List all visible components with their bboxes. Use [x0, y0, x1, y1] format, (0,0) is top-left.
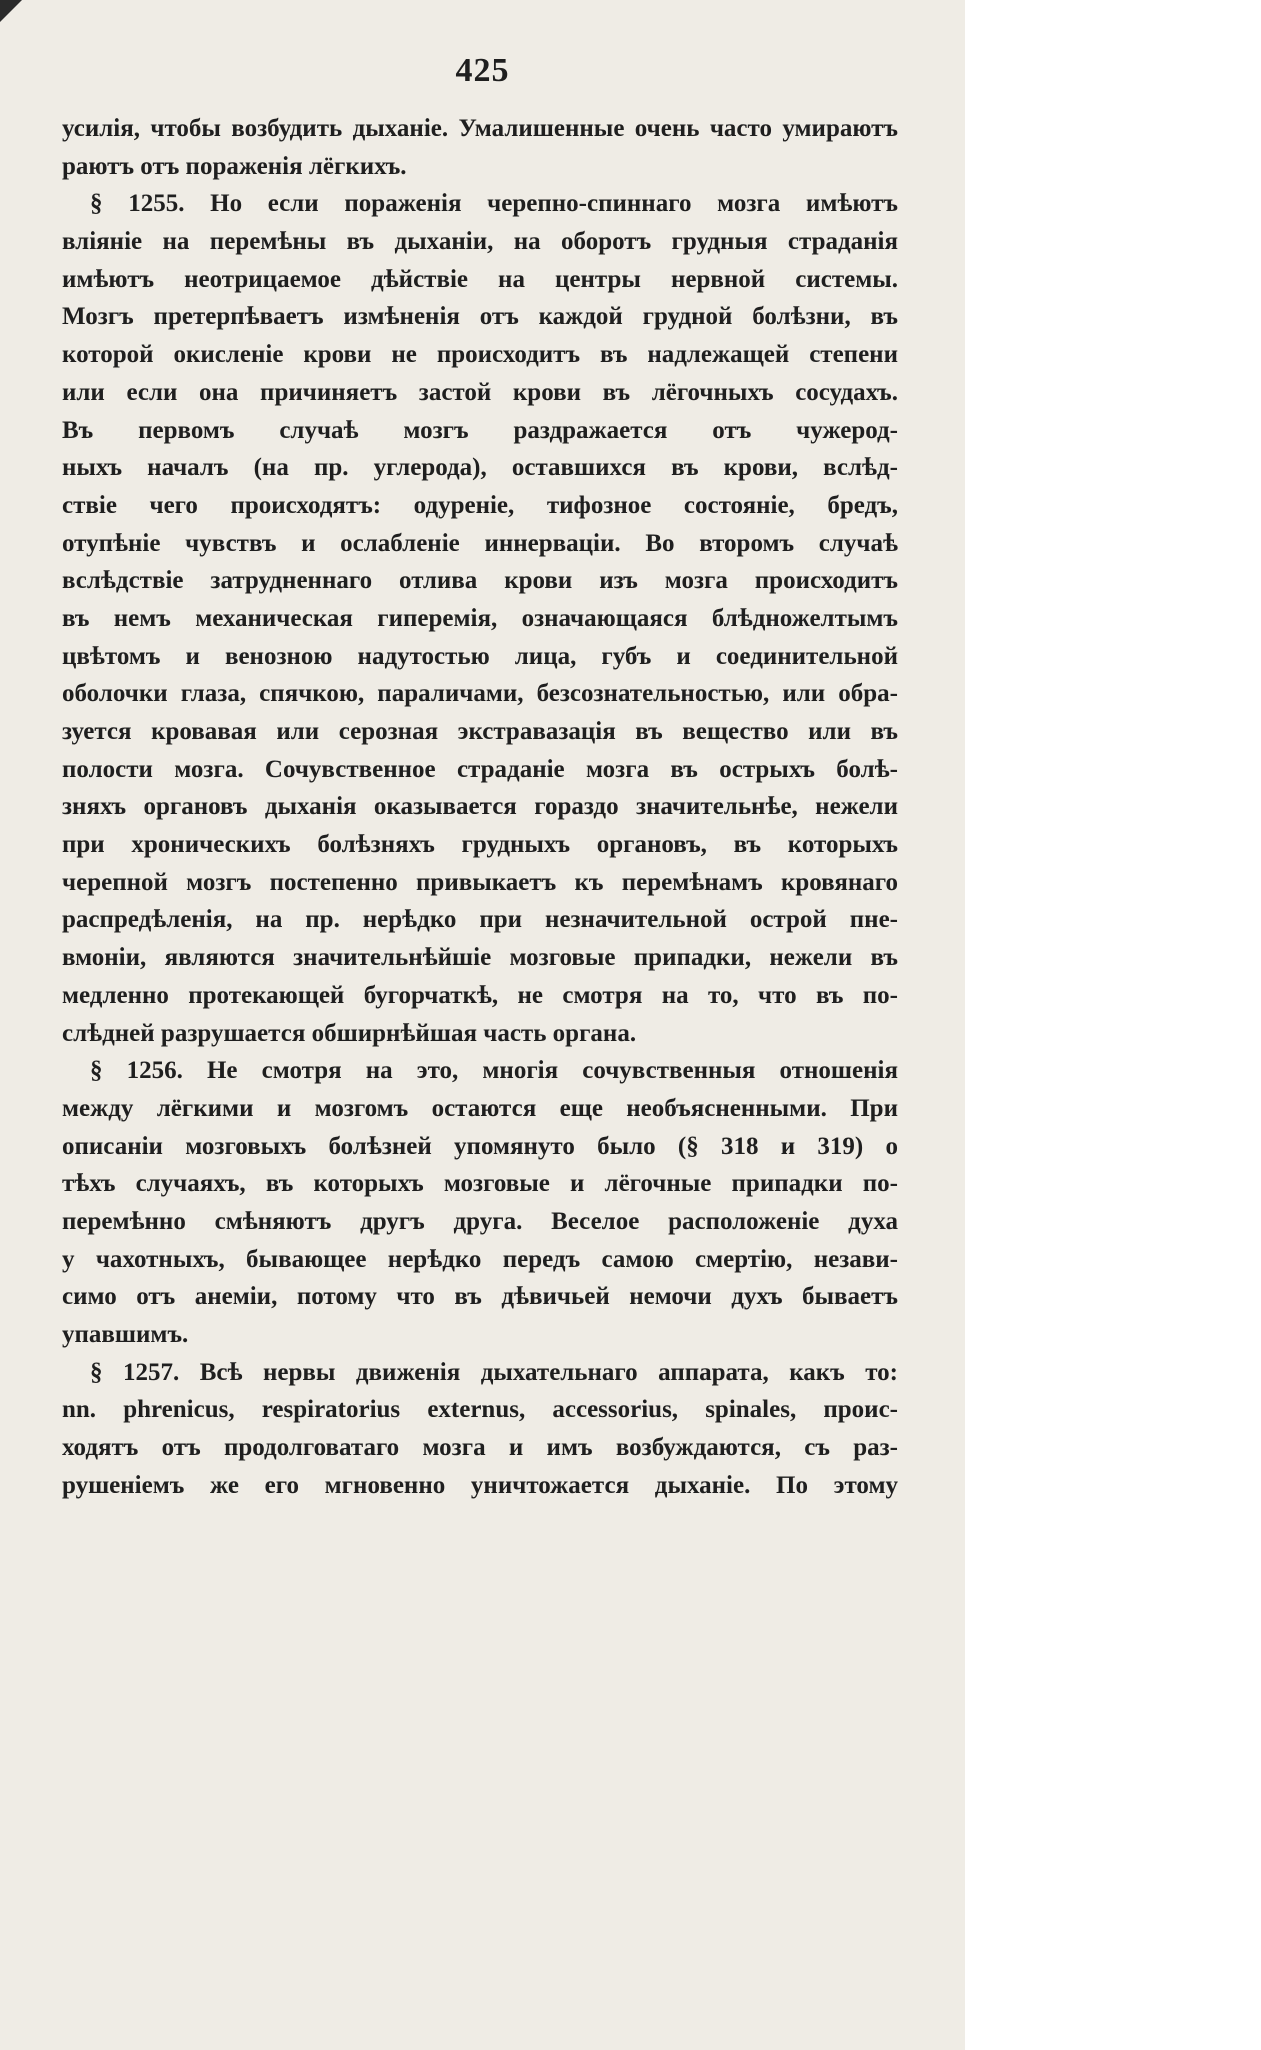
text-line: упавшимъ. — [62, 1321, 189, 1348]
text-line: между лёгкими и мозгомъ остаются еще необъясненными. При — [62, 1094, 898, 1122]
text-line: оболочки глаза, спячкою, параличами, безсознательностью, или обра- — [62, 680, 898, 708]
text-line: ходятъ отъ продолговатаго мозга и имъ возбуждаются, съ раз- — [62, 1434, 898, 1462]
text-line: которой окисленіе крови не происходитъ въ надлежащей степени — [62, 341, 898, 369]
text-line: медленно протекающей бугорчаткѣ, не смотря на то, что въ по- — [62, 981, 898, 1009]
text-line: при хроническихъ болѣзняхъ грудныхъ органовъ, въ которыхъ — [62, 831, 898, 859]
text-line: вслѣдствіе затрудненнаго отлива крови изъ мозга происходитъ — [62, 567, 898, 595]
page-number: 425 — [455, 52, 510, 89]
text-line: черепной мозгъ постепенно привыкаетъ къ перемѣнамъ кровянаго — [62, 868, 898, 896]
text-line: описаніи мозговыхъ болѣзней упомянуто было (§ 318 и 319) о — [62, 1132, 898, 1160]
text-line: Въ первомъ случаѣ мозгъ раздражается отъ чужерод- — [62, 416, 898, 444]
text-line: имѣютъ неотрицаемое дѣйствіе на центры нервной системы. — [62, 265, 898, 293]
page-corner-shadow — [0, 0, 22, 22]
text-line: § 1256. Не смотря на это, многія сочувственныя отношенія — [90, 1057, 898, 1085]
body-text — [62, 110, 898, 1504]
text-line: вмоніи, являются значительнѣйшіе мозговые припадки, нежели въ — [62, 944, 898, 972]
text-line: nn. phrenicus, respiratorius externus, accessorius, spinales, проис- — [62, 1396, 898, 1424]
text-line: ныхъ началъ (на пр. углерода), оставшихся въ крови, вслѣд- — [62, 454, 898, 482]
text-line: раютъ отъ пораженія лёгкихъ. — [62, 152, 407, 180]
text-line: зуется кровавая или серозная экстравазація въ вещество или въ — [62, 718, 898, 745]
text-line: или если она причиняетъ застой крови въ лёгочныхъ сосудахъ. — [62, 378, 898, 406]
text-line: § 1255. Но если пораженія черепно-спиннаго мозга имѣютъ — [90, 190, 898, 218]
text-line: слѣдней разрушается обширнѣйшая часть органа. — [62, 1019, 637, 1047]
text-line: ствіе чего происходятъ: одуреніе, тифозное состояніе, бредъ, — [62, 491, 898, 519]
text-line: тѣхъ случаяхъ, въ которыхъ мозговые и лёгочные припадки по- — [62, 1170, 898, 1198]
text-line: перемѣнно смѣняютъ другъ друга. Веселое расположеніе духа — [62, 1207, 898, 1235]
text-line: симо отъ анеміи, потому что въ дѣвичьей немочи духъ бываетъ — [62, 1283, 898, 1311]
text-line: отупѣніе чувствъ и ослабленіе иннерваціи. Во второмъ случаѣ — [62, 529, 898, 557]
text-line: распредѣленія, на пр. нерѣдко при незначительной острой пне- — [62, 906, 898, 934]
text-line: рушеніемъ же его мгновенно уничтожается дыханіе. По этому — [62, 1471, 898, 1499]
text-line: Мозгъ претерпѣваетъ измѣненія отъ каждой грудной болѣзни, въ — [62, 303, 898, 331]
text-line: зняхъ органовъ дыханія оказывается гораздо значительнѣе, нежели — [62, 793, 898, 821]
text-line: § 1257. Всѣ нервы движенія дыхательнаго аппарата, какъ то: — [90, 1358, 898, 1386]
text-line: цвѣтомъ и венозною надутостью лица, губъ и соединительной — [62, 642, 898, 670]
text-line: полости мозга. Сочувственное страданіе мозга въ острыхъ болѣ- — [62, 755, 898, 783]
text-line: въ немъ механическая гиперемія, означающаяся блѣдножелтымъ — [62, 604, 898, 632]
text-line: усилія, чтобы возбудить дыханіе. Умалишенные очень часто умираютъ — [62, 115, 898, 142]
text-line: у чахотныхъ, бывающее нерѣдко передъ самою смертію, незави- — [62, 1245, 898, 1273]
text-line: вліяніе на перемѣны въ дыханіи, на обоpотъ грудныя страданія — [62, 228, 898, 256]
